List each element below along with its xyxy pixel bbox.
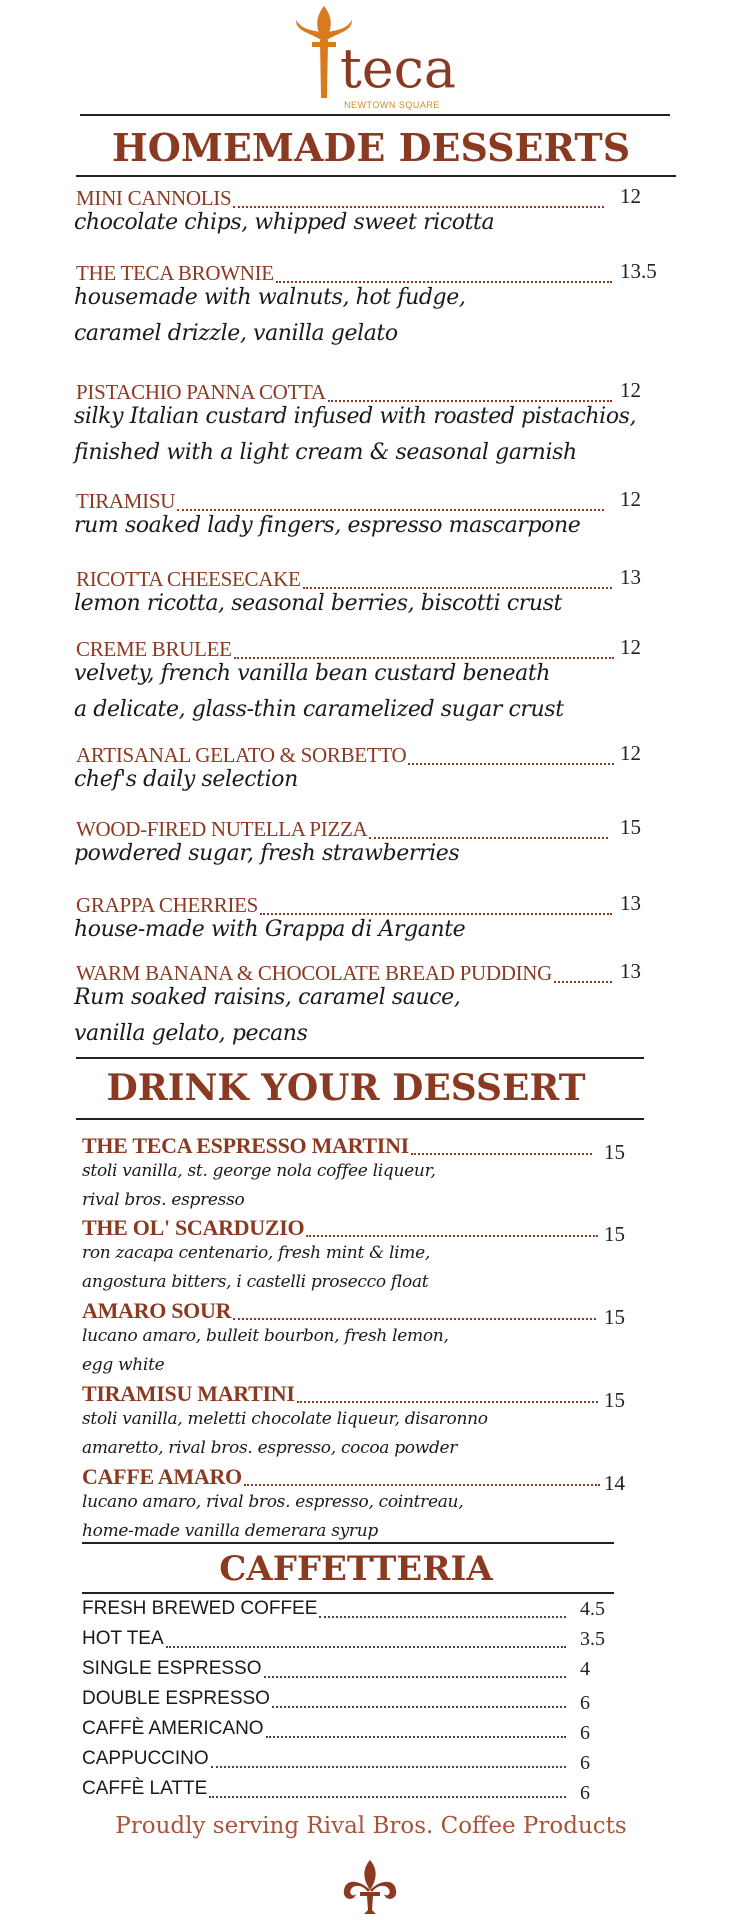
caffetteria-price: 6 xyxy=(580,1782,590,1804)
dotted-leader xyxy=(211,1766,566,1768)
dessert-description: caramel drizzle, vanilla gelato xyxy=(74,321,398,346)
dotted-leader xyxy=(244,1484,600,1486)
dotted-leader xyxy=(306,1235,598,1237)
dessert-name: PISTACHIO PANNA COTTA xyxy=(76,380,326,404)
dotted-leader xyxy=(266,1736,566,1738)
dessert-price: 13.5 xyxy=(620,259,657,283)
divider xyxy=(76,175,676,177)
dessert-price: 12 xyxy=(620,741,641,765)
dessert-description: housemade with walnuts, hot fudge, xyxy=(74,285,466,310)
drink-name: AMARO SOUR xyxy=(82,1298,232,1323)
caffetteria-name: CAPPUCCINO xyxy=(82,1748,209,1769)
dotted-leader xyxy=(554,981,612,983)
drink-price: 15 xyxy=(604,1305,625,1329)
dessert-description: chef's daily selection xyxy=(74,767,298,792)
dessert-description: rum soaked lady fingers, espresso mascarpone xyxy=(74,513,581,538)
dessert-description: chocolate chips, whipped sweet ricotta xyxy=(74,210,495,235)
dessert-name: WOOD-FIRED NUTELLA PIZZA xyxy=(76,817,368,841)
divider xyxy=(80,114,670,116)
drink-name: THE TECA ESPRESSO MARTINI xyxy=(82,1133,409,1158)
caffetteria-name: SINGLE ESPRESSO xyxy=(82,1658,262,1679)
caffetteria-name: DOUBLE ESPRESSO xyxy=(82,1688,270,1709)
dotted-leader xyxy=(319,1616,566,1618)
logo-brand: teca xyxy=(340,37,457,100)
dessert-description: lemon ricotta, seasonal berries, biscotti crust xyxy=(74,591,562,616)
fleur-de-lis-icon xyxy=(338,1856,402,1916)
caffetteria-price: 4.5 xyxy=(580,1598,605,1620)
dessert-description: finished with a light cream & seasonal garnish xyxy=(74,440,577,465)
dessert-price: 13 xyxy=(620,565,641,589)
teca-logo xyxy=(292,2,462,110)
drink-description: lucano amaro, bulleit bourbon, fresh lemon, xyxy=(82,1326,449,1346)
drink-description: stoli vanilla, st. george nola coffee liqueur, xyxy=(82,1161,436,1181)
drink-description: rival bros. espresso xyxy=(82,1190,245,1210)
caffetteria-name: CAFFÈ AMERICANO xyxy=(82,1718,264,1739)
drink-description: stoli vanilla, meletti chocolate liqueur, disaronno xyxy=(82,1409,488,1429)
drink-description: lucano amaro, rival bros. espresso, cointreau, xyxy=(82,1492,464,1512)
dotted-leader xyxy=(264,1676,566,1678)
drink-description: amaretto, rival bros. espresso, cocoa powder xyxy=(82,1438,458,1458)
drink-description: home-made vanilla demerara syrup xyxy=(82,1521,378,1541)
dessert-price: 12 xyxy=(620,378,641,402)
dessert-price: 12 xyxy=(620,184,641,208)
dotted-leader xyxy=(209,1796,566,1798)
dessert-description: silky Italian custard infused with roasted pistachios, xyxy=(74,404,637,429)
drink-description: angostura bitters, i castelli prosecco float xyxy=(82,1272,429,1292)
dessert-price: 12 xyxy=(620,487,641,511)
divider xyxy=(82,1542,614,1544)
caffetteria-price: 6 xyxy=(580,1752,590,1774)
dessert-name: RICOTTA CHEESECAKE xyxy=(76,567,301,591)
desserts-title: HOMEMADE DESSERTS xyxy=(111,125,631,170)
caffetteria-price: 6 xyxy=(580,1692,590,1714)
drink-price: 15 xyxy=(604,1140,625,1164)
dotted-leader xyxy=(297,1401,598,1403)
dessert-description: house-made with Grappa di Argante xyxy=(74,917,466,942)
dessert-description: vanilla gelato, pecans xyxy=(74,1021,308,1046)
drink-price: 14 xyxy=(604,1471,625,1495)
dessert-name: THE TECA BROWNIE xyxy=(76,261,274,285)
dessert-description: velvety, french vanilla bean custard beneath xyxy=(74,661,551,686)
footer-text: Proudly serving Rival Bros. Coffee Products xyxy=(115,1813,627,1839)
dessert-description: a delicate, glass-thin caramelized sugar crust xyxy=(74,697,564,722)
drink-price: 15 xyxy=(604,1222,625,1246)
drink-name: CAFFE AMARO xyxy=(82,1464,242,1489)
dessert-name: GRAPPA CHERRIES xyxy=(76,893,259,917)
dotted-leader xyxy=(408,763,614,765)
divider xyxy=(76,1057,644,1059)
caffetteria-name: HOT TEA xyxy=(82,1628,164,1649)
dessert-price: 15 xyxy=(620,815,641,839)
drink-description: egg white xyxy=(82,1355,165,1375)
dessert-price: 12 xyxy=(620,635,641,659)
dessert-description: Rum soaked raisins, caramel sauce, xyxy=(74,985,461,1010)
dessert-name: MINI CANNOLIS xyxy=(76,186,232,210)
dotted-leader xyxy=(411,1153,592,1155)
dotted-leader xyxy=(233,1318,596,1320)
dessert-price: 13 xyxy=(620,959,641,983)
dessert-name: ARTISANAL GELATO & SORBETTO xyxy=(76,743,407,767)
dotted-leader xyxy=(272,1706,566,1708)
caffetteria-price: 4 xyxy=(580,1658,590,1680)
caffetteria-name: FRESH BREWED COFFEE xyxy=(82,1598,318,1619)
logo-tagline: NEWTOWN SQUARE xyxy=(344,100,440,110)
dotted-leader xyxy=(166,1646,566,1648)
caffetteria-name: CAFFÈ LATTE xyxy=(82,1778,208,1799)
dessert-description: powdered sugar, fresh strawberries xyxy=(74,841,460,866)
drink-name: THE OL' SCARDUZIO xyxy=(82,1215,305,1240)
dessert-name: WARM BANANA & CHOCOLATE BREAD PUDDING xyxy=(76,961,553,985)
dessert-price: 13 xyxy=(620,891,641,915)
drinks-title: DRINK YOUR DESSERT xyxy=(106,1067,586,1109)
drink-name: TIRAMISU MARTINI xyxy=(82,1381,295,1406)
drink-description: ron zacapa centenario, fresh mint & lime, xyxy=(82,1243,430,1263)
divider xyxy=(82,1592,614,1594)
dessert-name: TIRAMISU xyxy=(76,489,176,513)
caffetteria-title: CAFFETTERIA xyxy=(219,1549,493,1589)
drink-price: 15 xyxy=(604,1388,625,1412)
caffetteria-price: 6 xyxy=(580,1722,590,1744)
dessert-name: CREME BRULEE xyxy=(76,637,232,661)
caffetteria-price: 3.5 xyxy=(580,1628,605,1650)
divider xyxy=(76,1118,644,1120)
